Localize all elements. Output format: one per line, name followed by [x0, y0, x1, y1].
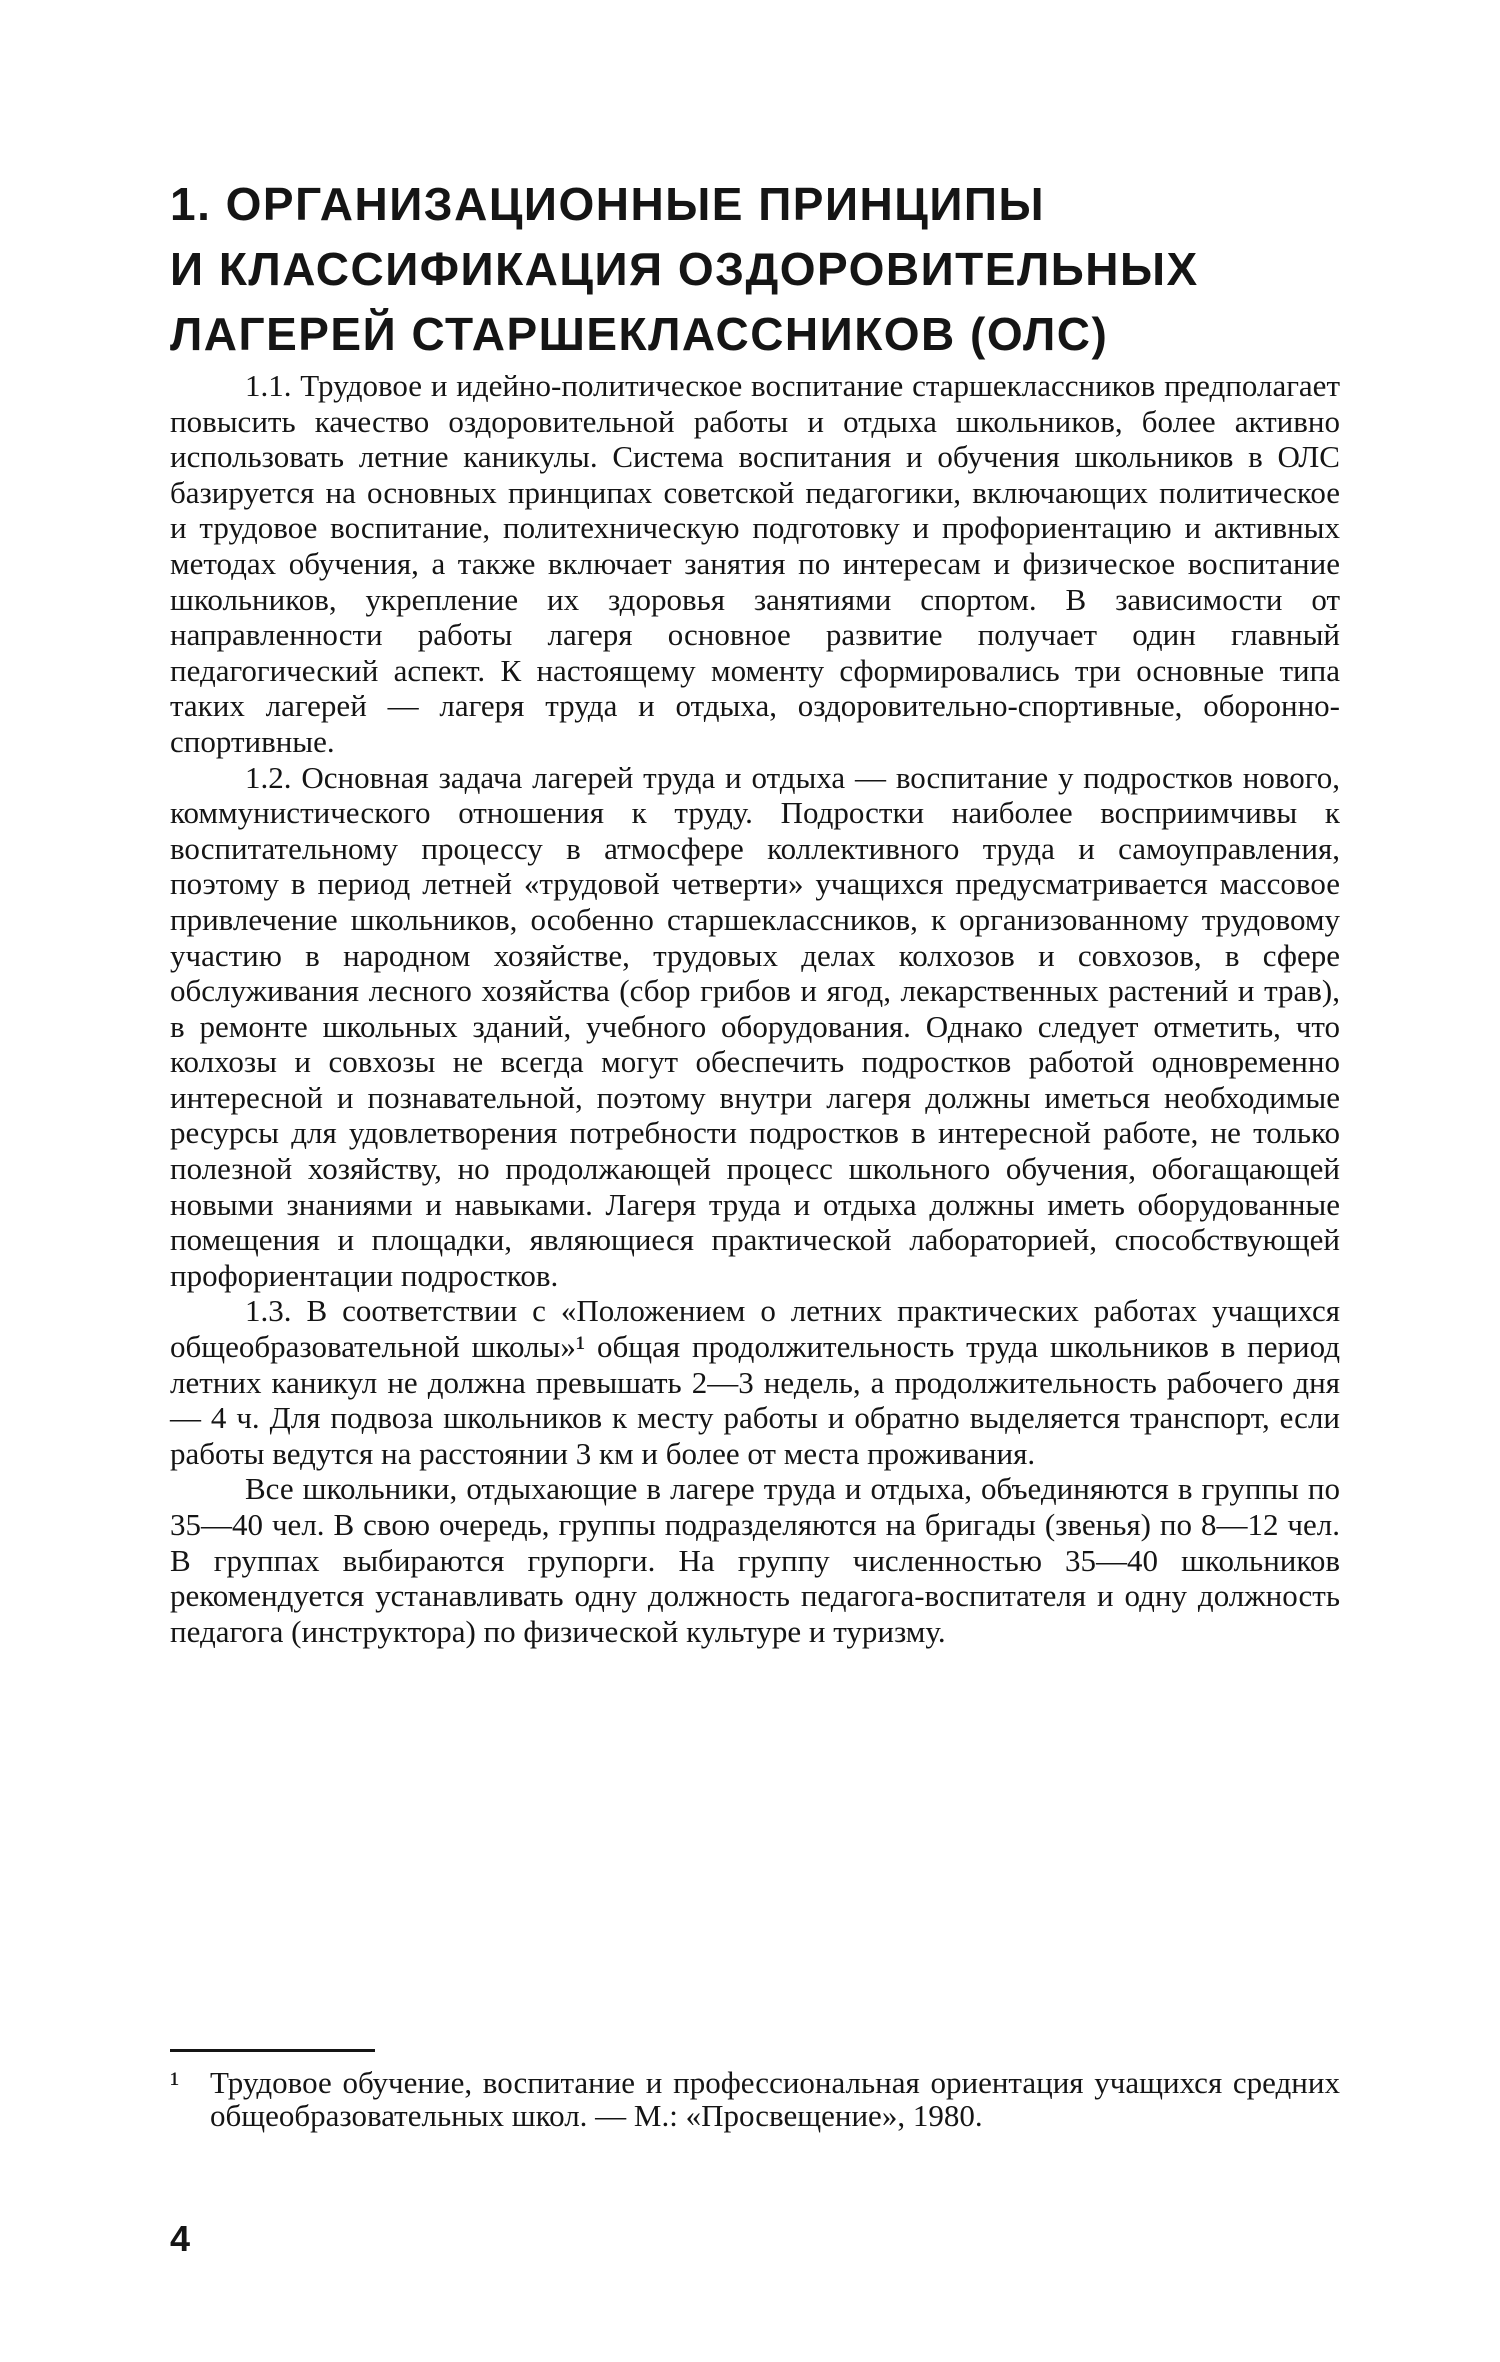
heading-line: ЛАГЕРЕЙ СТАРШЕКЛАССНИКОВ (ОЛС): [170, 308, 1109, 360]
body-text: [170, 368, 1340, 1649]
footnote-divider: [170, 2049, 375, 2052]
page-number: 4: [170, 2218, 191, 2259]
paragraph-1-2: 1.2. Основная задача лагерей труда и отдыха — воспитание у подростков нового, коммунистического отношения к труду. Подростки наиболее восприимчивы к воспитательному процессу в атмосфере коллективного труда и самоуправления, поэтому в период летней «трудовой четверти» учащихся предусматривается массовое привлечение школьников, особенно старшеклассников, к организованному трудовому участию в народном хозяйстве, трудовых делах колхозов и совхозов, в сфере обслуживания лесного хозяйства (сбор грибов и ягод, лекарственных растений и трав), в ремонте школьных зданий, учебного оборудования. Однако следует отметить, что колхозы и совхозы не всегда могут обеспечить подростков работой одновременно интересной и познавательной, поэтому внутри лагеря должны иметься необходимые ресурсы для удовлетворения потребности подростков в интересной работе, не только полезной хозяйству, но продолжающей процесс школьного обучения, обогащающей новыми знаниями и навыками. Лагеря труда и отдыха должны иметь оборудованные помещения и площадки, являющиеся практической лабораторией, способствующей профориентации подростков.: [170, 759, 1340, 1293]
heading-line: 1. ОРГАНИЗАЦИОННЫЕ ПРИНЦИПЫ: [170, 178, 1045, 230]
footnote-text: Трудовое обучение, воспитание и профессиональная ориентация учащихся средних общеобразовательных школ. — М.: «Просвещение», 1980.: [210, 2065, 1340, 2133]
paragraph-1-3: 1.3. В соответствии с «Положением о летних практических работах учащихся общеобразовательной школы»¹ общая продолжительность труда школьников в период летних каникул не должна превышать 2—3 недель, а продолжительность рабочего дня — 4 ч. Для подвоза школьников к месту работы и обратно выделяется транспорт, если работы ведутся на расстоянии 3 км и более от места проживания.: [170, 1293, 1340, 1471]
heading-line: И КЛАССИФИКАЦИЯ ОЗДОРОВИТЕЛЬНЫХ: [170, 243, 1199, 295]
chapter-heading: [170, 172, 1350, 367]
footnote: [170, 2066, 1340, 2132]
paragraph-1-1: 1.1. Трудовое и идейно-политическое воспитание старшеклассников предполагает повысить качество оздоровительной работы и отдыха школьников, более активно использовать летние каникулы. Система воспитания и обучения школьников в ОЛС базируется на основных принципах советской педагогики, включающих политическое и трудовое воспитание, политехническую подготовку и профориентацию и активных методах обучения, а также включает занятия по интересам и физическое воспитание школьников, укрепление их здоровья занятиями спортом. В зависимости от направленности работы лагеря основное развитие получает один главный педагогический аспект. К настоящему моменту сформировались три основные типа таких лагерей — лагеря труда и отдыха, оздоровительно-спортивные, оборонно-спортивные.: [170, 368, 1340, 759]
footnote-marker: ¹: [170, 2065, 180, 2100]
paragraph-groups: Все школьники, отдыхающие в лагере труда и отдыха, объединяются в группы по 35—40 чел. В свою очередь, группы подразделяются на бригады (звенья) по 8—12 чел. В группах выбираются групорги. На группу численностью 35—40 школьников рекомендуется устанавливать одну должность педагога-воспитателя и одну должность педагога (инструктора) по физической культуре и туризму.: [170, 1471, 1340, 1649]
